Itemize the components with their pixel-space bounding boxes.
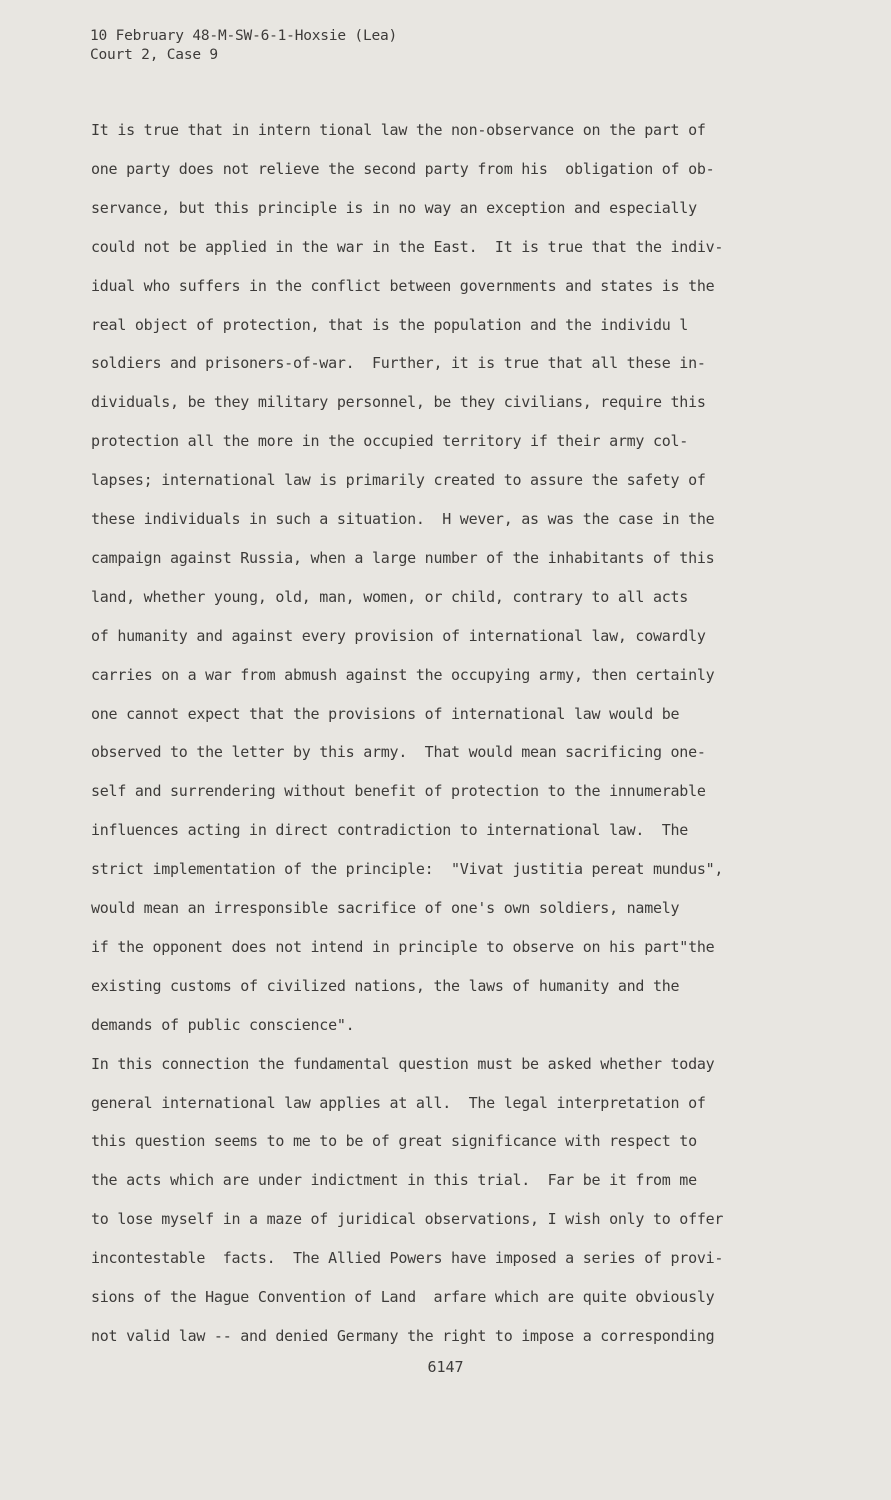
body-line: dividuals, be they military personnel, be they civilians, require this [91, 393, 706, 412]
body-line: one party does not relieve the second party from his obligation of ob- [91, 159, 715, 178]
body-line: if the opponent does not intend in principle to observe on his part"the [91, 937, 715, 956]
body-line: demands of public conscience". [91, 1015, 355, 1034]
body-line: strict implementation of the principle: "Vivat justitia pereat mundus", [91, 860, 724, 879]
body-line: It is true that in intern tional law the non-observance on the part of [91, 121, 706, 139]
body-line: one cannot expect that the provisions of international law would be [91, 704, 680, 723]
header-date-line: 10 February 48-M-SW-6-1-Hoxsie (Lea) [90, 28, 398, 44]
body-line: campaign against Russia, when a large number of the inhabitants of this [91, 548, 715, 567]
body-line: idual who suffers in the conflict between governments and states is the [91, 276, 715, 295]
body-line: In this connection the fundamental question must be asked whether today [91, 1054, 715, 1073]
page-number: 6147 [427, 1358, 464, 1376]
body-line: observed to the letter by this army. That would mean sacrificing one- [91, 743, 706, 762]
body-line: lapses; international law is primarily created to assure the safety of [91, 471, 706, 490]
body-line: servance, but this principle is in no way an exception and especially [91, 198, 697, 217]
body-line: not valid law -- and denied Germany the right to impose a corresponding [91, 1326, 715, 1345]
body-line: incontestable facts. The Allied Powers have imposed a series of provi- [91, 1249, 724, 1268]
body-line: the acts which are under indictment in this trial. Far be it from me [91, 1171, 697, 1190]
body-line: of humanity and against every provision of international law, cowardly [91, 626, 706, 645]
body-line: self and surrendering without benefit of protection to the innumerable [91, 782, 706, 801]
body-line: protection all the more in the occupied territory if their army col- [91, 432, 689, 451]
body-line: this question seems to me to be of great significance with respect to [91, 1132, 697, 1151]
body-line: sions of the Hague Convention of Land arfare which are quite obviously [91, 1288, 715, 1306]
body-line: to lose myself in a maze of juridical observations, I wish only to offer [91, 1210, 724, 1229]
body-line: soldiers and prisoners-of-war. Further, it is true that all these in- [91, 354, 706, 373]
body-line: land, whether young, old, man, women, or child, contrary to all acts [91, 587, 689, 606]
document-header [90, 27, 397, 65]
body-line: general international law applies at all. The legal interpretation of [91, 1093, 706, 1112]
body-line: influences acting in direct contradiction to international law. The [91, 821, 689, 840]
body-line: carries on a war from abmush against the occupying army, then certainly [91, 665, 715, 684]
body-line: could not be applied in the war in the East. It is true that the indiv- [91, 237, 724, 256]
header-court-line: Court 2, Case 9 [90, 47, 218, 63]
body-line: existing customs of civilized nations, the laws of humanity and the [91, 976, 680, 995]
body-line: these individuals in such a situation. H wever, as was the case in the [91, 510, 715, 528]
body-line: real object of protection, that is the population and the individu l [91, 315, 689, 334]
body-line: would mean an irresponsible sacrifice of one's own soldiers, namely [91, 899, 680, 917]
